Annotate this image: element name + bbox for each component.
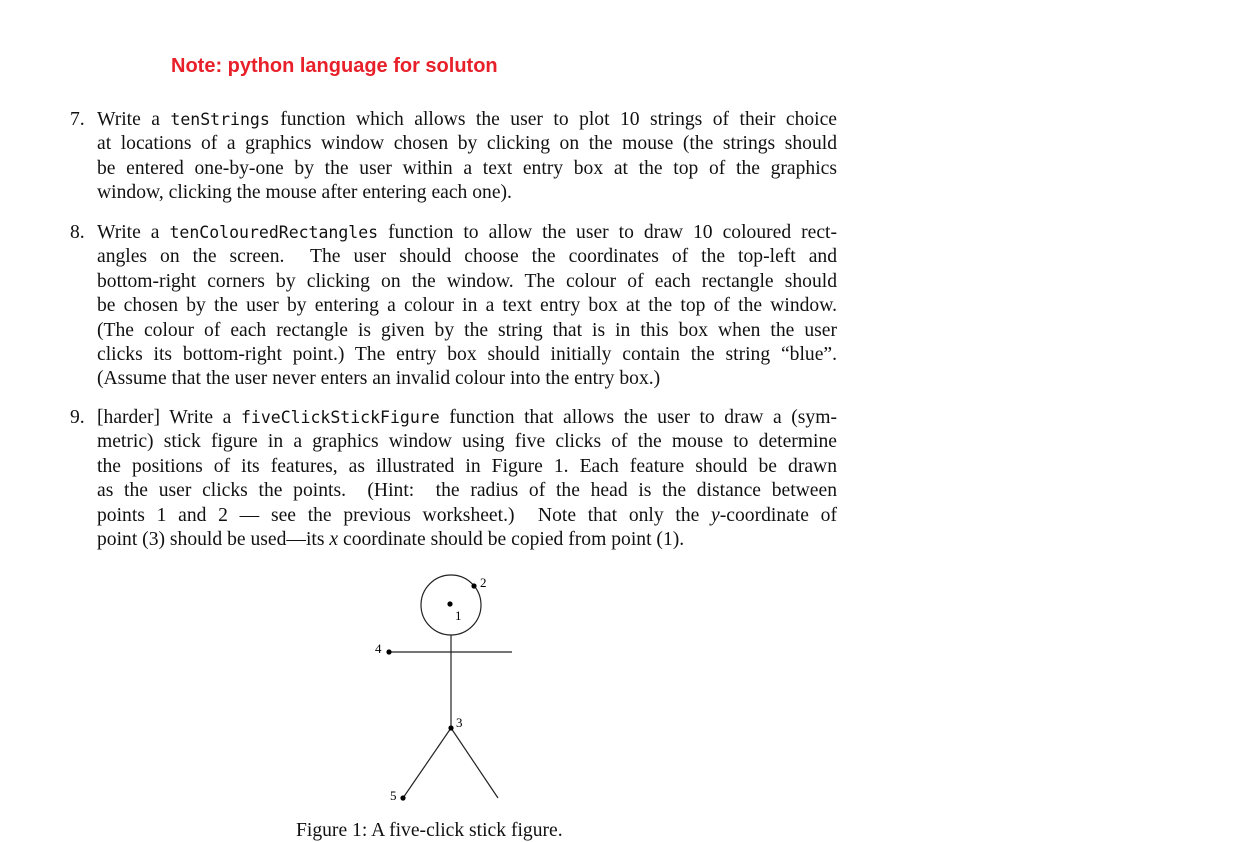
point-3-dot (448, 725, 453, 730)
point-2-dot (471, 583, 476, 588)
item-number: 8. (70, 222, 85, 243)
math-variable: y (711, 504, 720, 526)
text-segment: (Assume that the user never enters an invalid colour into the entry box.) (97, 368, 661, 390)
math-variable: x (329, 528, 339, 550)
item-number: 9. (70, 407, 85, 428)
item-number: 7. (70, 109, 85, 130)
function-name-code: fiveClickStickFigure (240, 408, 440, 427)
left-leg-line (403, 728, 451, 798)
note-heading: Note: python language for soluton (171, 55, 498, 77)
text-segment: point (3) should be used—its (97, 528, 330, 550)
point-1-dot (447, 601, 452, 606)
text-segment: Write a (97, 109, 171, 130)
text-segment: at locations of a graphics window chosen by clicking on the mouse (the strings should (97, 133, 837, 155)
text-segment: points 1 and 2 — see the previous worksheet.) Note that only the (97, 504, 712, 526)
text-segment: be entered one-by-one by the user within a text entry box at the top of the graphics (97, 157, 837, 179)
point-3-label: 3 (456, 715, 463, 730)
text-segment: -coordinate of (719, 504, 838, 526)
point-1-label: 1 (455, 608, 462, 623)
text-segment: as the user clicks the points. (Hint: the radius of the head is the distance between (97, 480, 837, 502)
text-segment: (The colour of each rectangle is given by the string that is in this box when the user (97, 319, 837, 341)
text-segment: function to allow the user to draw 10 coloured rect- (378, 222, 838, 243)
point-2-label: 2 (480, 575, 487, 590)
point-4-label: 4 (375, 641, 382, 656)
point-5-label: 5 (390, 788, 397, 803)
text-segment: bottom-right corners by clicking on the window. The colour of each rectangle should (97, 270, 837, 292)
text-segment: be chosen by the user by entering a colour in a text entry box at the top of the window. (97, 295, 837, 317)
text-segment: function which allows the user to plot 10 strings of their choice (269, 109, 837, 130)
text-segment: clicks its bottom-right point.) The entry box should initially contain the string “blue”. (97, 343, 837, 365)
text-segment: [harder] Write a (97, 407, 241, 428)
text-segment: function that allows the user to draw a (sym- (439, 407, 837, 428)
text-segment: window, clicking the mouse after entering each one). (97, 182, 512, 204)
text-segment: angles on the screen. The user should choose the coordinates of the top-left and (97, 246, 837, 268)
text-segment: coordinate should be copied from point (1). (338, 528, 685, 550)
text-segment: metric) stick figure in a graphics window using five clicks of the mouse to determine (97, 431, 837, 453)
point-4-dot (386, 649, 391, 654)
text-segment: the positions of its features, as illustrated in Figure 1. Each feature should be drawn (97, 455, 837, 477)
right-leg-line (451, 728, 498, 798)
function-name-code: tenStrings (170, 110, 270, 129)
figure-caption: Figure 1: A five-click stick figure. (296, 820, 563, 841)
point-5-dot (400, 795, 405, 800)
text-segment: Write a (97, 222, 170, 243)
function-name-code: tenColouredRectangles (169, 223, 379, 242)
